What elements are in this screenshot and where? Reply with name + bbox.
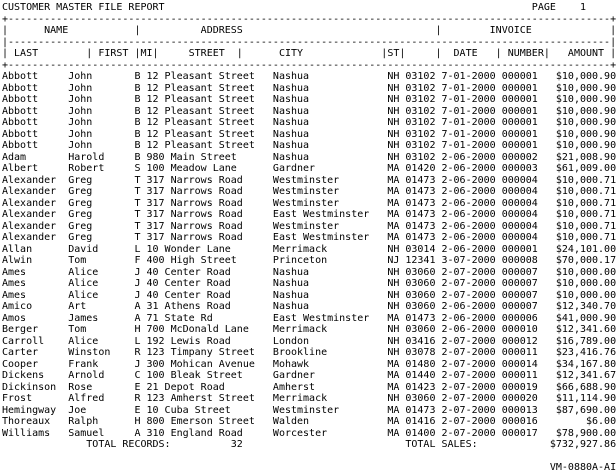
report-row: Alexander Greg T 317 Narrows Road Westminster MA 01473 2-06-2000 000004 $10,000.71 (2, 197, 616, 209)
report-row: Alexander Greg T 317 Narrows Road East Westminster MA 01473 2-06-2000 000004 $10,000.71 (2, 209, 616, 220)
report-row: Dickens Arnold C 100 Bleak Street Gardner MA 01440 2-07-2000 000011 $12,341.67 (2, 370, 616, 381)
report-row: Frost Alfred R 123 Amherst Street Merrimack NH 03060 2-07-2000 000020 $11,114.90 (2, 393, 616, 404)
report-row: Alwin Tom F 400 High Street Princeton NJ 12341 3-07-2000 000008 $70,000.17 (2, 255, 616, 266)
report-row: Dickinson Rose E 21 Depot Road Amherst MA 01423 2-07-2000 000019 $66,688.90 (2, 381, 616, 393)
totals-line: TOTAL RECORDS: 32 TOTAL SALES: $732,927.86 (2, 439, 616, 450)
table-bottom-border: +----------------------------------------------------------------------------------------------------+ (2, 59, 616, 71)
report-row: Abbott John B 12 Pleasant Street Nashua NH 03102 7-01-2000 000001 $10,000.90 (2, 140, 616, 151)
report-row: Thoreaux Ralph H 800 Emerson Street Walden MA 01416 2-07-2000 000016 $6.00 (2, 416, 616, 427)
report-row: Alexander Greg T 317 Narrows Road Westminster MA 01473 2-06-2000 000004 $10,000.71 (2, 186, 616, 197)
column-header-line: | LAST | FIRST |MI| STREET | CITY |ST| | DATE | NUMBER| AMOUNT | (2, 48, 616, 59)
report-row: Ames Alice J 40 Center Road Nashua NH 03060 2-07-2000 000007 $10,000.00 (2, 289, 616, 301)
report-row: Ames Alice J 40 Center Road Nashua NH 03060 2-07-2000 000007 $10,000.00 (2, 266, 616, 278)
report-row: Albert Robert S 100 Meadow Lane Gardner MA 01420 2-06-2000 000003 $61,009.00 (2, 163, 616, 174)
report-row: Amos James A 71 State Rd East Westminster MA 01473 2-06-2000 000006 $41,000.90 (2, 312, 616, 324)
table-top-border: +----------------------------------------------------------------------------------------------------+ (2, 13, 616, 25)
report-row: Abbott John B 12 Pleasant Street Nashua NH 03102 7-01-2000 000001 $10,000.90 (2, 82, 616, 94)
report-row: Alexander Greg T 317 Narrows Road East Westminster MA 01473 2-06-2000 000004 $10,000.71 (2, 232, 616, 243)
report-row: Abbott John B 12 Pleasant Street Nashua NH 03102 7-01-2000 000001 $10,000.90 (2, 117, 616, 128)
group-header-line: | NAME | ADDRESS | INVOICE | (2, 25, 616, 36)
report-row: Abbott John B 12 Pleasant Street Nashua NH 03102 7-01-2000 000001 $10,000.90 (2, 71, 616, 82)
blank-line (2, 451, 616, 463)
report-row: Hemingway Joe E 10 Cuba Street Westminster MA 01473 2-07-2000 000013 $87,690.00 (2, 404, 616, 416)
report-row: Abbott John B 12 Pleasant Street Nashua NH 03102 7-01-2000 000001 $10,000.90 (2, 94, 616, 105)
report-row: Abbott John B 12 Pleasant Street Nashua NH 03102 7-01-2000 000001 $10,000.90 (2, 128, 616, 140)
report-row: Alexander Greg T 317 Narrows Road Westminster MA 01473 2-06-2000 000004 $10,000.71 (2, 174, 616, 186)
report-row: Berger Tom H 700 McDonald Lane Merrimack NH 03060 2-06-2000 000010 $12,341.60 (2, 324, 616, 335)
report-row: Carroll Alice L 192 Lewis Road London NH 03416 2-07-2000 000012 $16,789.00 (2, 335, 616, 347)
figure-code-line: VM-0880A-AI (2, 462, 616, 473)
report-row: Adam Harold B 980 Main Street Nashua NH 03102 2-06-2000 000002 $21,008.90 (2, 151, 616, 163)
report-row: Ames Alice J 40 Center Road Nashua NH 03060 2-07-2000 000007 $10,000.00 (2, 278, 616, 289)
report-row: Alexander Greg T 317 Narrows Road Westminster MA 01473 2-06-2000 000004 $10,000.71 (2, 220, 616, 232)
report-row: Williams Samuel A 310 England Road Worcester MA 01400 2-07-2000 000017 $78,900.00 (2, 427, 616, 439)
report-title-line: CUSTOMER MASTER FILE REPORT PAGE 1 (2, 2, 616, 13)
report-row: Amico Art A 31 Athens Road Nashua NH 03060 2-06-2000 000007 $12,340.70 (2, 301, 616, 312)
report-row: Abbott John B 12 Pleasant Street Nashua NH 03102 7-01-2000 000001 $10,000.90 (2, 105, 616, 117)
report-row: Carter Winston R 123 Timpany Street Brookline NH 03078 2-07-2000 000011 $23,416.76 (2, 347, 616, 358)
header-separator-line: |----------------------------------------------------------------------------------------------------| (2, 36, 616, 48)
report-row: Cooper Frank J 300 Mohican Avenue Mohawk MA 01480 2-07-2000 000014 $34,167.80 (2, 358, 616, 370)
report-row: Allan David L 10 Wonder Lane Merrimack NH 03014 2-06-2000 000001 $24,101.00 (2, 243, 616, 255)
